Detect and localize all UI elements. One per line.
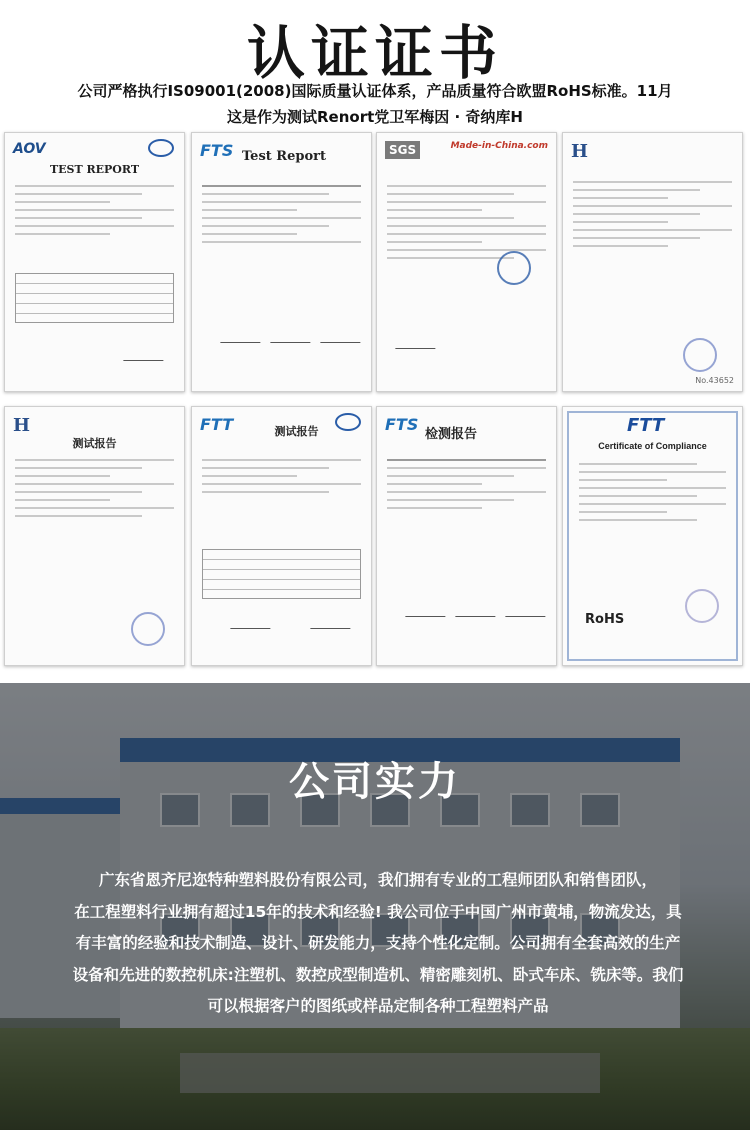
- description-line: 在工程塑料行业拥有超过15年的技术和经验! 我公司位于中国广州市黄埔，物流发达，具: [74, 902, 682, 921]
- certificate-aov-test-report[interactable]: [4, 132, 185, 392]
- h-logo: H: [13, 415, 31, 436]
- certificate-heading: 测试报告: [72, 437, 117, 450]
- stamp-seal-icon: [685, 589, 719, 623]
- h-logo: H: [571, 141, 589, 162]
- certificate-fts-test-report[interactable]: [191, 132, 372, 392]
- section-title: 公司实力: [289, 759, 461, 805]
- description-line: 广东省恩齐尼迩特种塑料股份有限公司，我们拥有专业的工程师团队和销售团队，: [98, 871, 657, 889]
- stamp-seal-icon: [683, 338, 717, 372]
- signature: [270, 333, 314, 343]
- certificate-heading: 检测报告: [425, 427, 478, 442]
- certificate-text-lines: [15, 459, 174, 635]
- certificate-text-lines: [202, 459, 361, 635]
- certificate-heading: TEST REPORT: [49, 163, 140, 176]
- signature: [395, 339, 439, 349]
- company-description: [38, 865, 718, 1023]
- certificate-ftt-chinese-report[interactable]: [191, 406, 372, 666]
- intro-line-2: 这是作为测试Renort党卫军梅因 · 奇纳库H: [227, 108, 523, 126]
- signature: [320, 333, 364, 343]
- fts-logo: FTS: [385, 415, 419, 434]
- intro-text: [30, 78, 720, 130]
- signature: [230, 619, 274, 629]
- certificate-of-compliance[interactable]: [562, 406, 743, 666]
- company-strength-section: [0, 683, 750, 1130]
- description-line: 设备和先进的数控机床:注塑机、数控成型制造机、精密雕刻机、卧式车床、铣床等。我们: [72, 965, 684, 984]
- certificate-heading: 测试报告: [274, 425, 319, 438]
- page-title: 认证证书: [246, 19, 503, 87]
- certificate-sgs-report[interactable]: [376, 132, 557, 392]
- signature: [455, 607, 499, 617]
- certificate-h-chinese-report[interactable]: [4, 406, 185, 666]
- sgs-logo: SGS: [385, 141, 420, 159]
- signature: [505, 607, 549, 617]
- description-line: 可以根据客户的图纸或样品定制各种工程塑料产品: [207, 997, 549, 1015]
- certificate-heading: Certificate of Compliance: [598, 441, 707, 451]
- certificate-grid: [0, 132, 750, 674]
- results-table: [202, 549, 361, 599]
- results-table: [15, 273, 174, 323]
- certificate-text-lines: [573, 181, 732, 361]
- rohs-mark: RoHS: [585, 612, 625, 627]
- serial-number: No.43652: [695, 376, 734, 385]
- intro-line-1: 公司严格执行IS09001(2008)国际质量认证体系，产品质量符合欧盟RoHS标准。11月: [77, 82, 673, 100]
- signature: [405, 607, 449, 617]
- signature: [310, 619, 354, 629]
- made-in-china-logo: Made-in-China.com: [450, 141, 548, 151]
- signature: [123, 351, 167, 361]
- stamp-seal-icon: [131, 612, 165, 646]
- certificate-heading: Test Report: [242, 149, 326, 164]
- ftt-logo: FTT: [200, 415, 234, 434]
- accreditation-badge-icon: [148, 139, 174, 157]
- description-line: 有丰富的经验和技术制造、设计、研发能力，支持个性化定制。公司拥有全套高效的生产: [75, 934, 681, 952]
- fts-logo: FTS: [200, 141, 234, 160]
- certificate-h-report[interactable]: [562, 132, 743, 392]
- aov-logo: AOV: [13, 141, 46, 157]
- signature: [220, 333, 264, 343]
- certificate-fts-inspection-report[interactable]: [376, 406, 557, 666]
- audit-seal-icon: [497, 251, 531, 285]
- ftt-logo: FTT: [627, 415, 665, 436]
